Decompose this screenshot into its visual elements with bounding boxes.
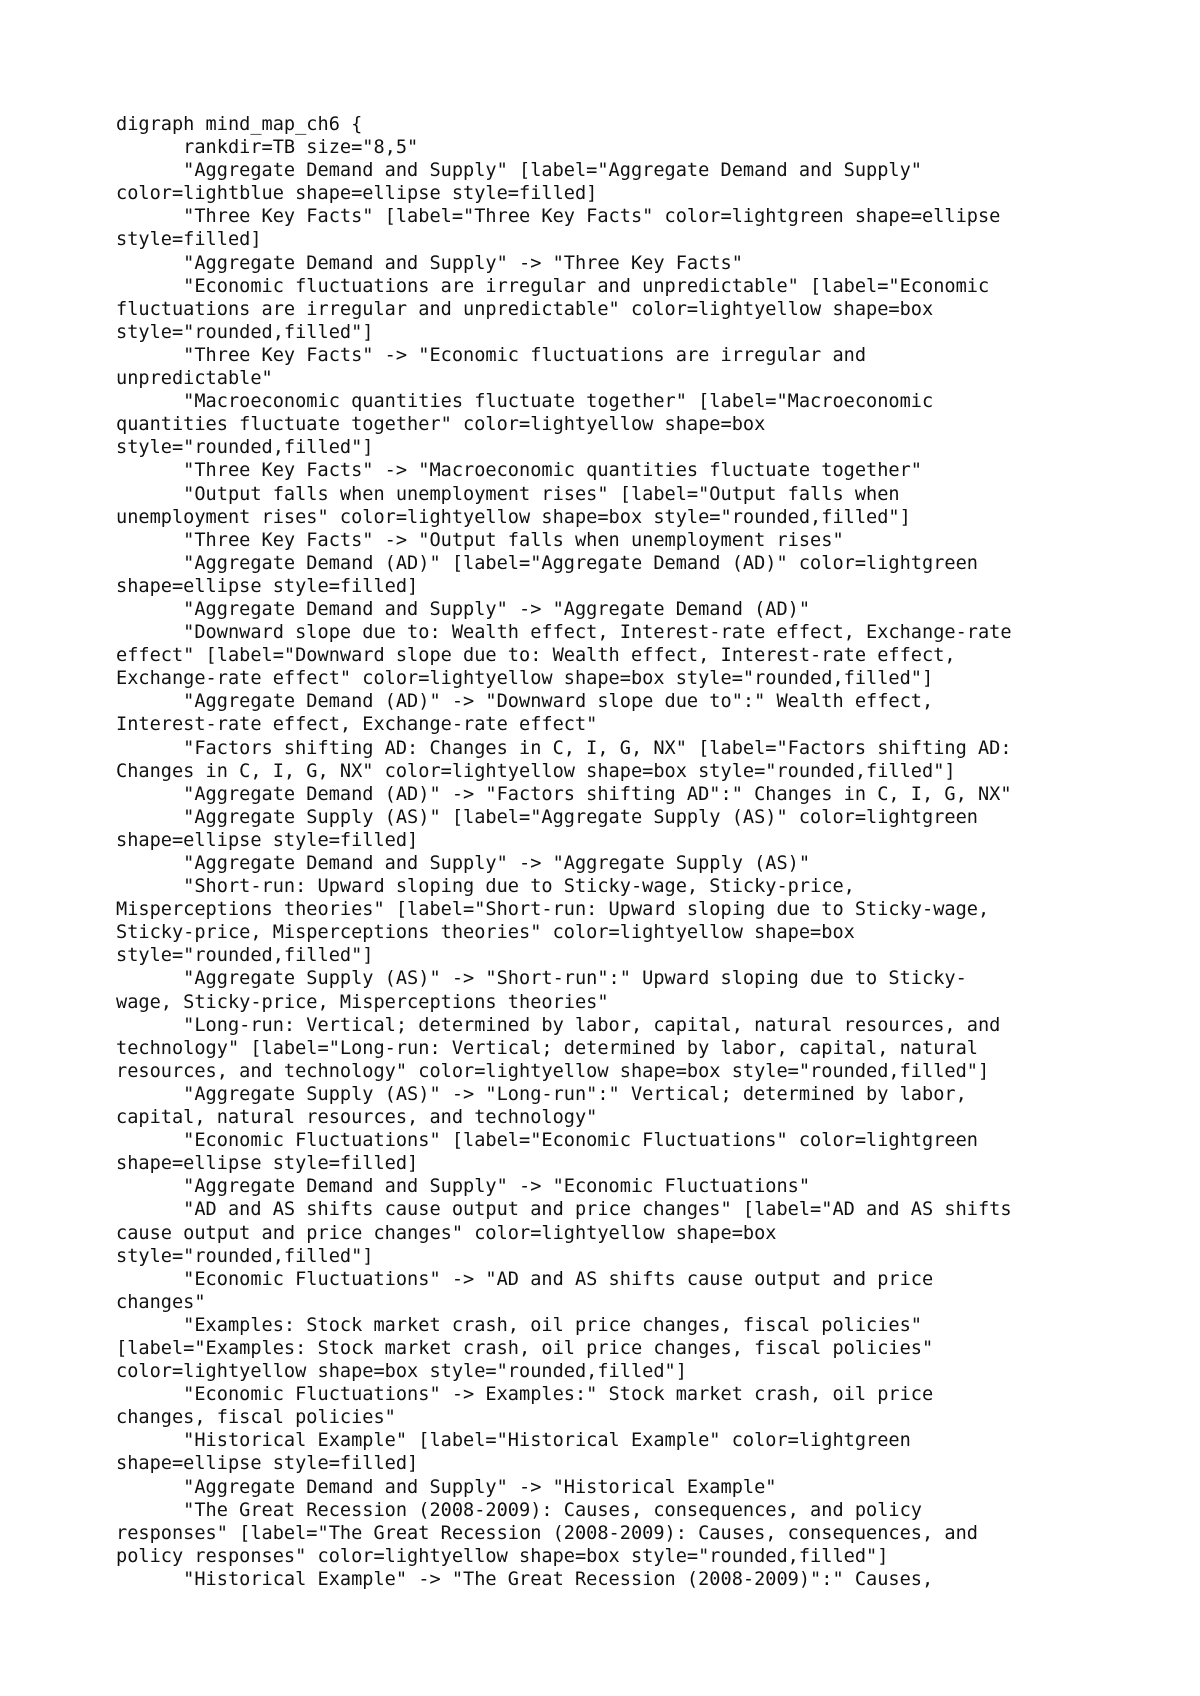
code-line: "Output falls when unemployment rises" [label="Output falls when	[116, 483, 900, 505]
code-line: effect" [label="Downward slope due to: Wealth effect, Interest-rate effect,	[116, 645, 956, 667]
code-line: "Aggregate Supply (AS)" -> "Long-run":" Vertical; determined by labor,	[116, 1083, 967, 1105]
code-line: "Downward slope due to: Wealth effect, Interest-rate effect, Exchange-rate	[116, 622, 1012, 644]
code-line: "Short-run: Upward sloping due to Sticky-wage, Sticky-price,	[116, 876, 855, 898]
code-line: "Aggregate Demand and Supply" -> "Historical Example"	[116, 1476, 777, 1498]
code-line: "AD and AS shifts cause output and price changes" [label="AD and AS shifts	[116, 1199, 1012, 1221]
code-line: quantities fluctuate together" color=lightyellow shape=box	[116, 414, 766, 436]
code-line: "Economic fluctuations are irregular and unpredictable" [label="Economic	[116, 275, 990, 297]
code-line: cause output and price changes" color=lightyellow shape=box	[116, 1222, 777, 1244]
code-line: technology" [label="Long-run: Vertical; determined by labor, capital, natural	[116, 1037, 978, 1059]
code-line: changes, fiscal policies"	[116, 1407, 396, 1429]
code-line: [label="Examples: Stock market crash, oil price changes, fiscal policies"	[116, 1337, 934, 1359]
code-line: shape=ellipse style=filled]	[116, 1153, 419, 1175]
code-line: "Three Key Facts" -> "Economic fluctuations are irregular and	[116, 344, 867, 366]
code-line: style="rounded,filled"]	[116, 321, 374, 343]
code-line: "Aggregate Demand and Supply" [label="Aggregate Demand and Supply"	[116, 160, 922, 182]
code-line: color=lightyellow shape=box style="rounded,filled"]	[116, 1361, 687, 1383]
code-line: "Aggregate Supply (AS)" -> "Short-run":" Upward sloping due to Sticky-	[116, 968, 967, 990]
code-line: shape=ellipse style=filled]	[116, 829, 419, 851]
code-line: wage, Sticky-price, Misperceptions theories"	[116, 991, 609, 1013]
code-line: shape=ellipse style=filled]	[116, 1453, 419, 1475]
code-line: policy responses" color=lightyellow shape=box style="rounded,filled"]	[116, 1545, 889, 1567]
code-line: digraph mind_map_ch6 {	[116, 114, 363, 135]
code-line: resources, and technology" color=lightyellow shape=box style="rounded,filled"]	[116, 1060, 990, 1082]
code-line: fluctuations are irregular and unpredictable" color=lightyellow shape=box	[116, 298, 934, 320]
code-line: "Economic Fluctuations" -> Examples:" Stock market crash, oil price	[116, 1384, 934, 1406]
code-line: style="rounded,filled"]	[116, 1245, 374, 1267]
code-line: "Examples: Stock market crash, oil price changes, fiscal policies"	[116, 1314, 922, 1336]
code-line: Misperceptions theories" [label="Short-run: Upward sloping due to Sticky-wage,	[116, 899, 990, 921]
code-line: "Aggregate Demand (AD)" -> "Downward slope due to":" Wealth effect,	[116, 691, 934, 713]
code-line: "Aggregate Demand and Supply" -> "Aggregate Demand (AD)"	[116, 598, 811, 620]
code-line: "Historical Example" -> "The Great Recession (2008-2009)":" Causes,	[116, 1568, 934, 1590]
code-line: Exchange-rate effect" color=lightyellow shape=box style="rounded,filled"]	[116, 668, 934, 690]
code-line: style=filled]	[116, 229, 262, 251]
code-line: "Factors shifting AD: Changes in C, I, G, NX" [label="Factors shifting AD:	[116, 737, 1012, 759]
code-line: Changes in C, I, G, NX" color=lightyellow shape=box style="rounded,filled"]	[116, 760, 956, 782]
code-line: unemployment rises" color=lightyellow shape=box style="rounded,filled"]	[116, 506, 911, 528]
code-line: color=lightblue shape=ellipse style=filled]	[116, 183, 598, 205]
code-line: "Three Key Facts" -> "Output falls when unemployment rises"	[116, 529, 844, 551]
code-line: rankdir=TB size="8,5"	[116, 137, 419, 159]
code-line: "Three Key Facts" [label="Three Key Facts" color=lightgreen shape=ellipse	[116, 206, 1001, 228]
code-line: "Aggregate Demand and Supply" -> "Aggregate Supply (AS)"	[116, 853, 811, 874]
code-line: changes"	[116, 1291, 206, 1313]
code-line: "Historical Example" [label="Historical Example" color=lightgreen	[116, 1430, 911, 1452]
code-line: unpredictable"	[116, 368, 273, 390]
code-line: "Aggregate Demand and Supply" -> "Economic Fluctuations"	[116, 1176, 811, 1198]
code-line: "Aggregate Demand and Supply" -> "Three Key Facts"	[116, 252, 743, 274]
code-line: "Macroeconomic quantities fluctuate together" [label="Macroeconomic	[116, 391, 934, 413]
code-line: shape=ellipse style=filled]	[116, 575, 419, 597]
code-line: "Aggregate Demand (AD)" -> "Factors shifting AD":" Changes in C, I, G, NX"	[116, 783, 1012, 805]
code-line: "Aggregate Supply (AS)" [label="Aggregate Supply (AS)" color=lightgreen	[116, 806, 978, 828]
code-line: capital, natural resources, and technology"	[116, 1107, 598, 1129]
code-line: "Aggregate Demand (AD)" [label="Aggregate Demand (AD)" color=lightgreen	[116, 552, 978, 574]
code-listing	[116, 113, 1116, 1591]
code-line: style="rounded,filled"]	[116, 945, 374, 967]
code-line: Sticky-price, Misperceptions theories" color=lightyellow shape=box	[116, 922, 855, 944]
code-line: responses" [label="The Great Recession (2008-2009): Causes, consequences, and	[116, 1522, 978, 1544]
code-line: Interest-rate effect, Exchange-rate effect"	[116, 714, 598, 736]
code-line: "The Great Recession (2008-2009): Causes, consequences, and policy	[116, 1499, 922, 1521]
code-line: "Economic Fluctuations" -> "AD and AS shifts cause output and price	[116, 1268, 934, 1290]
code-line: "Economic Fluctuations" [label="Economic Fluctuations" color=lightgreen	[116, 1130, 978, 1152]
code-line: "Long-run: Vertical; determined by labor, capital, natural resources, and	[116, 1014, 1001, 1036]
code-line: "Three Key Facts" -> "Macroeconomic quantities fluctuate together"	[116, 460, 922, 482]
code-line: style="rounded,filled"]	[116, 437, 374, 459]
